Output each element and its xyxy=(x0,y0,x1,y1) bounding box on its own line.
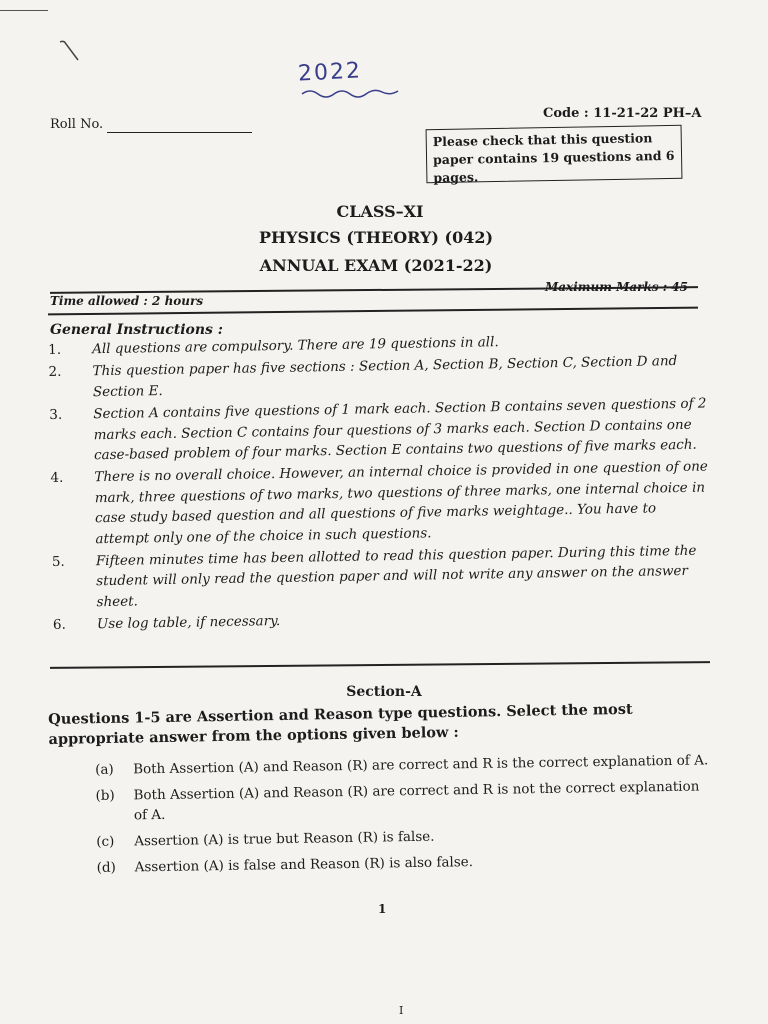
questions-intro: Questions 1-5 are Assertion and Reason type questions. Select the most appropriate answer from the options given below : xyxy=(48,700,633,748)
instruction-number: 3. xyxy=(49,406,63,424)
option-text: Assertion (A) is false and Reason (R) is also false. xyxy=(134,854,474,876)
instruction-text: All questions are compulsory. There are 19 questions in all. xyxy=(92,334,499,358)
option-text: Assertion (A) is true but Reason (R) is false. xyxy=(134,828,435,850)
instruction-number: 6. xyxy=(52,617,67,634)
option-label: (b) xyxy=(95,787,115,804)
section-heading: Section-A xyxy=(346,684,422,700)
option-item xyxy=(97,848,715,878)
divider-after-instructions xyxy=(50,661,710,668)
instruction-text: Section A contains five questions of 1 mark each. Section B contains seven questions of 2 marks each. Section C contains four questions of 3 marks each. Section D contains one case-based problem of four marks. Section E contains two questions of five marks each. xyxy=(93,395,707,464)
top-edge-line xyxy=(0,10,48,11)
options-list xyxy=(95,750,715,884)
option-text: Both Assertion (A) and Reason (R) are correct and R is the correct explanation of A. xyxy=(133,752,709,778)
instruction-number: 1. xyxy=(48,341,62,358)
option-label: (c) xyxy=(96,833,115,850)
instruction-item xyxy=(49,394,710,467)
instruction-text: Use log table, if necessary. xyxy=(96,613,281,633)
instruction-item xyxy=(52,541,713,614)
handwritten-year: 2022 xyxy=(297,58,363,87)
bottom-mark: I xyxy=(399,1004,404,1017)
instructions-list xyxy=(48,328,713,637)
instruction-number: 2. xyxy=(48,364,62,381)
subject-title: PHYSICS (THEORY) (042) xyxy=(258,228,494,247)
check-notice-box: Please check that this question paper contains 19 questions and 6 pages. xyxy=(426,125,683,183)
option-label: (d) xyxy=(96,859,117,876)
roll-no-label: Roll No. xyxy=(50,117,104,132)
maximum-marks: Maximum Marks : 45 xyxy=(545,280,689,294)
instruction-number: 5. xyxy=(51,553,65,571)
class-title: CLASS–XI xyxy=(336,202,424,221)
option-item xyxy=(95,750,713,780)
roll-no-field xyxy=(50,117,252,133)
instruction-text: There is no overall choice. However, an internal choice is provided in one question of one mark, three questions of two marks, two questions of three marks, one internal choice in case study based question and all questions of five marks weightage.. You have to attempt only one of the choice in such questions. xyxy=(94,458,708,547)
option-text: Both Assertion (A) and Reason (R) are correct and R is not the correct explanation of A. xyxy=(133,778,700,824)
page-number: 1 xyxy=(378,902,387,916)
option-item xyxy=(96,822,714,852)
pen-tick-mark xyxy=(58,38,82,64)
exam-title: ANNUAL EXAM (2021-22) xyxy=(259,256,493,275)
roll-no-blank xyxy=(107,117,252,133)
option-label: (a) xyxy=(95,761,114,778)
instruction-text: This question paper has five sections : Section A, Section B, Section C, Section D and Section E. xyxy=(92,353,678,401)
instruction-text: Fifteen minutes time has been allotted to read this question paper. During this time the student will only read the question paper and will not write any answer on the answer sheet. xyxy=(95,542,697,611)
general-instructions-heading: General Instructions : xyxy=(50,322,223,338)
time-allowed: Time allowed : 2 hours xyxy=(50,294,204,308)
instruction-number: 4. xyxy=(50,470,64,487)
instruction-item xyxy=(50,457,711,550)
paper-code: Code : 11-21-22 PH–A xyxy=(543,106,702,121)
handwritten-underline xyxy=(300,86,400,100)
option-item xyxy=(95,776,714,826)
